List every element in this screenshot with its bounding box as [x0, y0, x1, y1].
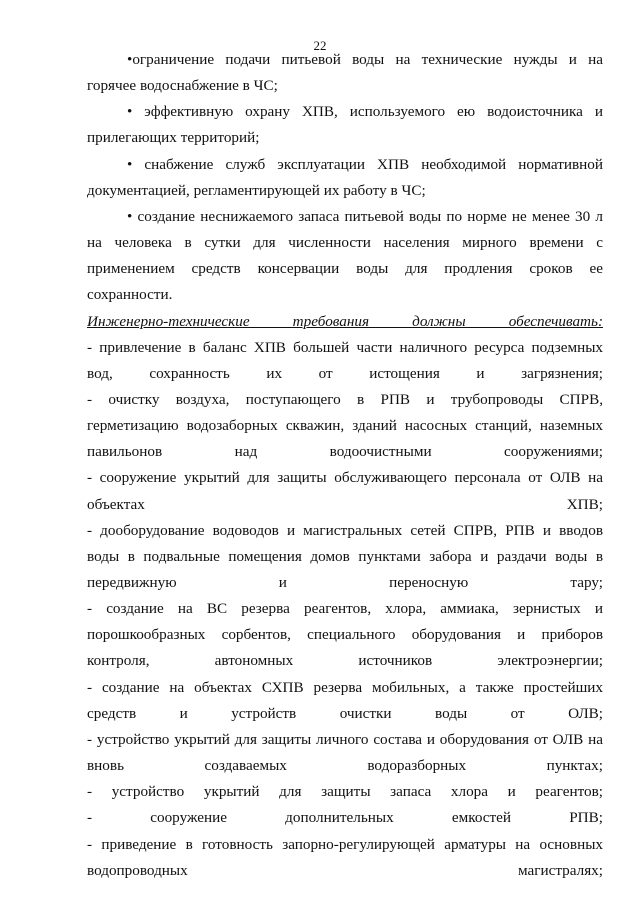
- text-line: - дооборудование водоводов и магистральных сетей СПРВ, РПВ и вводов: [87, 521, 603, 539]
- text-line: - устройство укрытий для защиты личного состава и оборудования от ОЛВ на: [87, 730, 603, 748]
- text-line: сохранности.: [87, 286, 173, 304]
- text-line: документацией, регламентирующей их работу в ЧС;: [87, 181, 426, 199]
- text-line: - устройство укрытий для защиты запаса хлора и реагентов;: [87, 783, 603, 801]
- text-line: воды в подвальные помещения домов пунктами забора и раздачи воды в: [87, 547, 603, 565]
- text-line: •ограничение подачи питьевой воды на технические нужды и на: [127, 51, 603, 68]
- text-line: - создание на ВС резерва реагентов, хлора, аммиака, зернистых и: [87, 600, 603, 618]
- text-line: контроля, автономных источников электроэнергии;: [87, 652, 603, 670]
- text-line: - создание на объектах СХПВ резерва мобильных, а также простейших: [87, 678, 603, 696]
- text-line: - привлечение в баланс ХПВ большей части наличного ресурса подземных: [87, 338, 603, 356]
- text-line: - очистку воздуха, поступающего в РПВ и трубопроводы СПРВ,: [87, 390, 603, 408]
- text-line: • снабжение служб эксплуатации ХПВ необходимой нормативной: [127, 155, 603, 173]
- text-line: • создание неснижаемого запаса питьевой воды по норме не менее 30 л: [127, 207, 603, 225]
- text-line: герметизацию водозаборных скважин, зданий насосных станций, наземных: [87, 417, 603, 435]
- section-heading: Инженерно-технические требования должны обеспечивать:: [87, 312, 603, 330]
- text-line: - приведение в готовность запорно-регулирующей арматуры на основных: [87, 835, 603, 853]
- text-line: - сооружение укрытий для защиты обслуживающего персонала от ОЛВ на: [87, 469, 603, 487]
- text-line: применением средств консервации воды для продления сроков ее: [87, 260, 603, 278]
- text-line: средств и устройств очистки воды от ОЛВ;: [87, 704, 603, 722]
- text-line: вод, сохранность их от истощения и загрязнения;: [87, 364, 603, 382]
- text-line: вновь создаваемых водоразборных пунктах;: [87, 757, 603, 774]
- text-line: горячее водоснабжение в ЧС;: [87, 77, 278, 95]
- text-line: порошкообразных сорбентов, специального оборудования и приборов: [87, 626, 603, 644]
- text-line: - сооружение дополнительных емкостей РПВ;: [87, 809, 603, 827]
- text-line: на человека в сутки для численности населения мирного времени с: [87, 234, 603, 251]
- text-line: передвижную и переносную тару;: [87, 574, 603, 591]
- text-line: • эффективную охрану ХПВ, используемого ею водоисточника и: [127, 103, 603, 121]
- text-line: павильонов над водоочистными сооружениями;: [87, 443, 603, 461]
- text-line: прилегающих территорий;: [87, 129, 260, 147]
- page-number: 22: [313, 38, 327, 53]
- text-line: водопроводных магистралях;: [87, 861, 603, 879]
- text-line: объектах ХПВ;: [87, 495, 603, 513]
